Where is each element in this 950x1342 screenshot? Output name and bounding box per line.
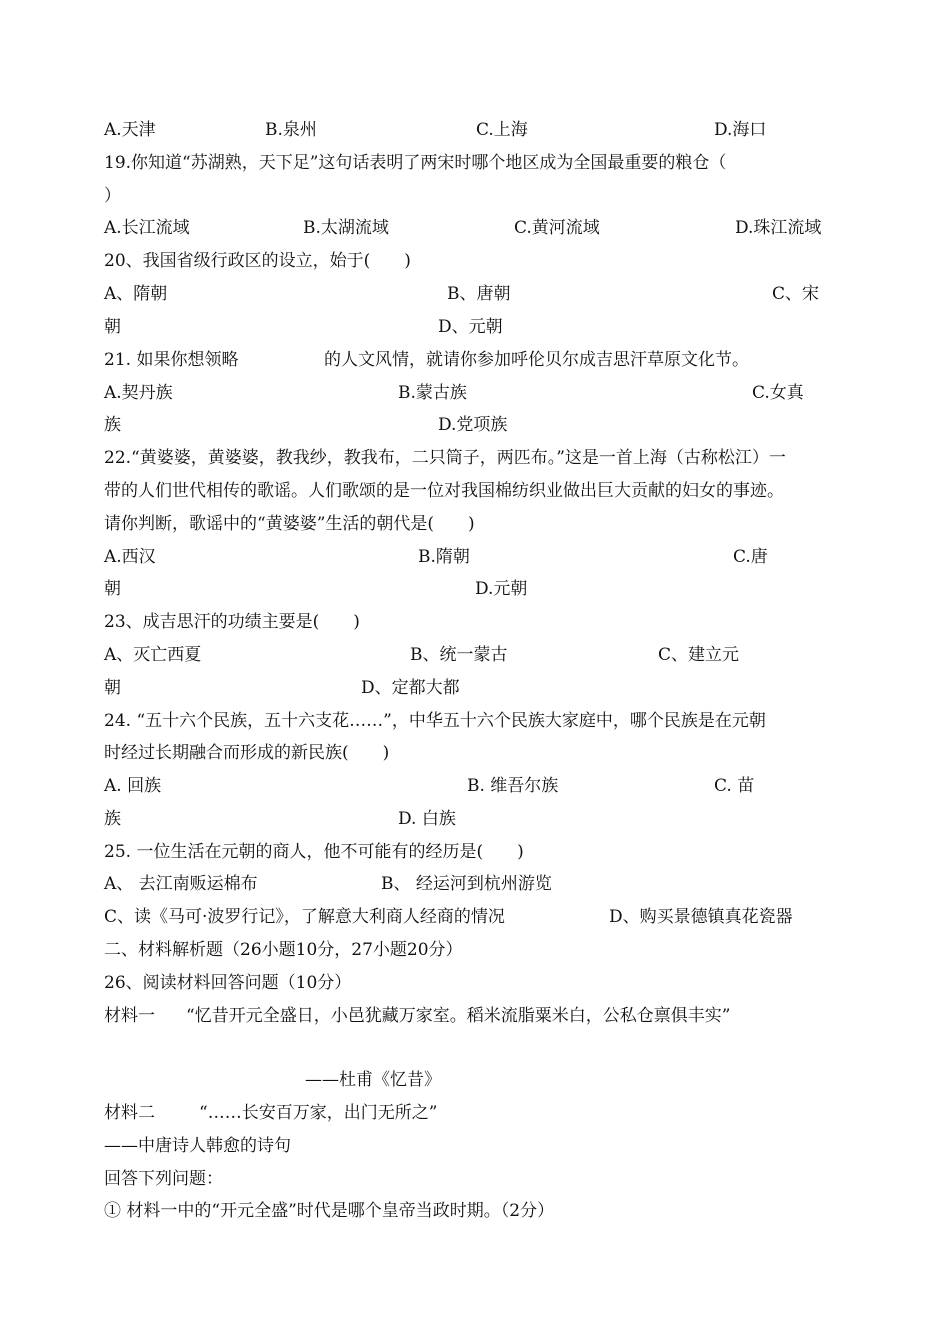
q22-stem-line1: 22.“黄婆婆，黄婆婆，教我纱，教我布，二只筒子，两匹布。”这是一首上海（古称松江）一: [104, 448, 786, 468]
q25-option-a: A、 去江南贩运棉布: [104, 874, 258, 894]
q19-stem: 19.你知道“苏湖熟，天下足”这句话表明了两宋时哪个地区成为全国最重要的粮仓（: [104, 153, 727, 173]
q26-answer-prompt: 回答下列问题：: [104, 1169, 223, 1189]
q20-option-c: C、宋: [772, 284, 820, 304]
q22-option-c: C.唐: [733, 547, 768, 567]
q24-option-c: C. 苗: [714, 776, 755, 796]
q23-option-c: C、建立元: [658, 645, 740, 665]
q23-option-c-wrap: 朝: [104, 678, 121, 698]
q21-option-b: B.蒙古族: [398, 383, 467, 403]
q18-option-c: C.上海: [476, 120, 528, 140]
q26-material1-text: “忆昔开元全盛日，小邑犹藏万家室。稻米流脂粟米白，公私仓禀俱丰实”: [186, 1006, 731, 1026]
q23-stem: 23、成吉思汗的功绩主要是( ): [104, 612, 360, 632]
q22-option-d: D.元朝: [475, 579, 528, 599]
q24-option-b: B. 维吾尔族: [467, 776, 559, 796]
q24-stem-line1: 24. “五十六个民族，五十六支花……”，中华五十六个民族大家庭中，哪个民族是在元朝: [104, 711, 766, 731]
q24-option-a: A. 回族: [104, 776, 162, 796]
q23-option-a: A、灭亡西夏: [104, 645, 202, 665]
q18-option-d: D.海口: [714, 120, 767, 140]
q20-stem: 20、我国省级行政区的设立，始于( ): [104, 251, 411, 271]
q23-option-b: B、统一蒙古: [410, 645, 508, 665]
q25-option-d: D、购买景德镇真花瓷器: [609, 907, 793, 927]
q18-option-a: A.天津: [104, 120, 156, 140]
q26-material1-source: ——杜甫《忆昔》: [305, 1070, 441, 1090]
q22-stem-line2: 带的人们世代相传的歌谣。人们歌颂的是一位对我国棉纺织业做出巨大贡献的妇女的事迹。: [104, 481, 784, 501]
q21-option-c: C.女真: [752, 383, 804, 403]
q25-option-b: B、 经运河到杭州游览: [381, 874, 552, 894]
q19-option-c: C.黄河流域: [514, 218, 600, 238]
q22-option-a: A.西汉: [104, 547, 156, 567]
q22-option-c-wrap: 朝: [104, 579, 121, 599]
q24-stem-line2: 时经过长期融合而形成的新民族( ): [104, 743, 390, 763]
q20-option-b: B、唐朝: [447, 284, 511, 304]
q21-option-d: D.党项族: [438, 415, 508, 435]
q20-option-a: A、隋朝: [104, 284, 168, 304]
q24-option-c-wrap: 族: [104, 809, 121, 829]
q22-stem-line3: 请你判断，歌谣中的“黄婆婆”生活的朝代是( ): [104, 514, 475, 534]
q23-option-d: D、定都大都: [361, 678, 460, 698]
q18-option-b: B.泉州: [265, 120, 317, 140]
q21-option-a: A.契丹族: [104, 383, 173, 403]
q24-option-d: D. 白族: [398, 809, 456, 829]
q20-option-c-wrap: 朝: [104, 317, 121, 337]
q19-stem-end: ）: [104, 186, 121, 206]
q20-option-d: D、元朝: [438, 317, 503, 337]
q26-material2-text: “……长安百万家，出门无所之”: [199, 1103, 438, 1123]
q25-option-c: C、读《马可·波罗行记》，了解意大利商人经商的情况: [104, 907, 505, 927]
q25-stem: 25. 一位生活在元朝的商人，他不可能有的经历是( ): [104, 842, 524, 862]
q26-material2-label: 材料二: [104, 1103, 155, 1123]
q21-stem-part1: 21. 如果你想领略: [104, 350, 239, 370]
q26-subquestion-1: ① 材料一中的“开元全盛”时代是哪个皇帝当政时期。（2分）: [104, 1201, 555, 1221]
q19-option-a: A.长江流域: [104, 218, 190, 238]
q21-stem-part2: 的人文风情，就请你参加呼伦贝尔成吉思汗草原文化节。: [324, 350, 749, 370]
q21-option-c-wrap: 族: [104, 415, 121, 435]
q26-material1-label: 材料一: [104, 1006, 155, 1026]
q26-stem: 26、阅读材料回答问题（10分）: [104, 973, 352, 993]
q26-material2-source: ——中唐诗人韩愈的诗句: [104, 1136, 291, 1156]
q22-option-b: B.隋朝: [418, 547, 470, 567]
section-heading: 二、材料解析题（26小题10分，27小题20分）: [104, 940, 463, 960]
q19-option-d: D.珠江流域: [735, 218, 822, 238]
q19-option-b: B.太湖流域: [303, 218, 389, 238]
